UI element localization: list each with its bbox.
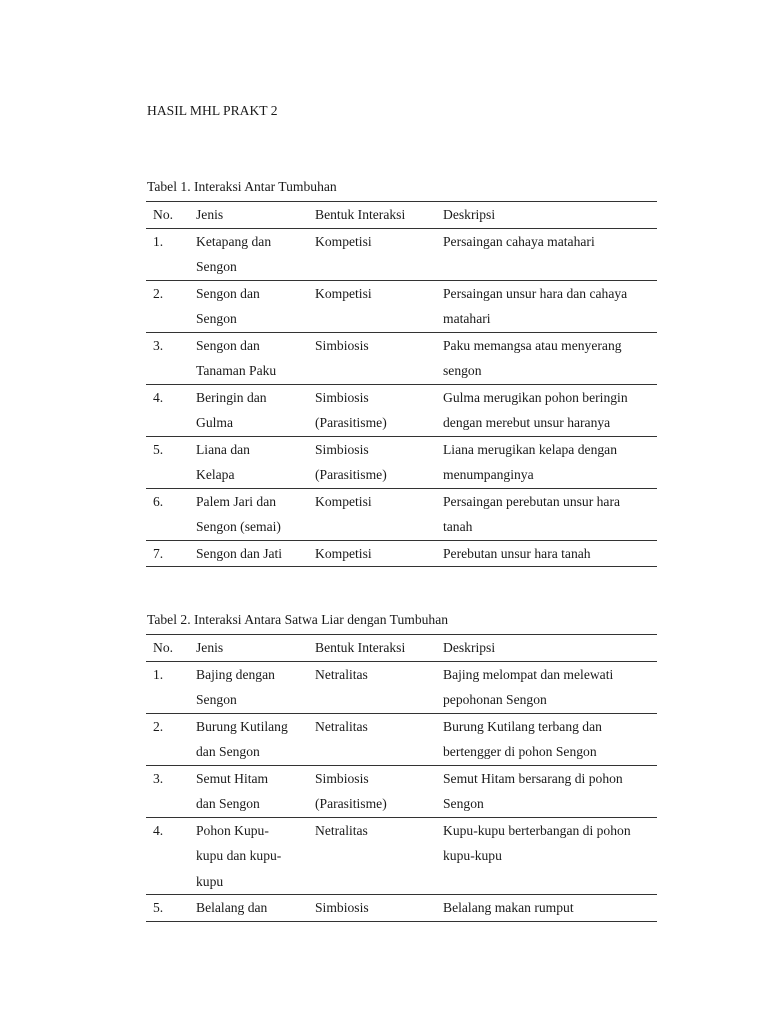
cell-deskripsi: Liana merugikan kelapa dengan menumpanginya <box>443 441 617 482</box>
table-header-row <box>146 202 657 229</box>
cell-bentuk-interaksi: Kompetisi <box>315 493 372 509</box>
table-interaksi-antar-tumbuhan <box>146 201 657 567</box>
table2-caption: Tabel 2. Interaksi Antara Satwa Liar dengan Tumbuhan <box>147 612 449 627</box>
cell-no: 4. <box>153 822 164 838</box>
cell-no: 1. <box>153 233 164 249</box>
cell-bentuk-interaksi: Simbiosis (Parasitisme) <box>315 441 387 482</box>
table-row <box>146 713 657 765</box>
cell-deskripsi: Persaingan cahaya matahari <box>443 233 595 249</box>
cell-deskripsi: Persaingan perebutan unsur hara tanah <box>443 493 621 534</box>
cell-jenis: Ketapang dan Sengon <box>196 233 272 274</box>
table-row <box>146 436 657 488</box>
table-row <box>146 332 657 384</box>
cell-jenis: Belalang dan <box>196 900 268 915</box>
cell-jenis: Pohon Kupu- kupu dan kupu- kupu <box>196 822 282 889</box>
table-row <box>146 384 657 436</box>
cell-jenis: Semut Hitam dan Sengon <box>196 770 269 811</box>
cell-no: 4. <box>153 389 164 405</box>
cell-bentuk-interaksi: Kompetisi <box>315 285 372 301</box>
table-header-row <box>146 635 657 662</box>
cell-bentuk-interaksi: Netralitas <box>315 718 368 734</box>
header-bentuk-interaksi: Bentuk Interaksi <box>315 640 406 655</box>
cell-jenis: Palem Jari dan Sengon (semai) <box>196 493 281 534</box>
cell-no: 2. <box>153 718 164 734</box>
cell-no: 7. <box>153 545 164 561</box>
cell-no: 5. <box>153 900 164 915</box>
cell-deskripsi: Kupu-kupu berterbangan di pohon kupu-kupu <box>443 822 631 863</box>
cell-deskripsi: Bajing melompat dan melewati pepohonan Sengon <box>443 666 614 707</box>
header-deskripsi: Deskripsi <box>443 207 496 222</box>
cell-bentuk-interaksi: Kompetisi <box>315 233 372 249</box>
cell-jenis: Liana dan Kelapa <box>196 441 250 482</box>
table-row <box>146 488 657 540</box>
cell-jenis: Beringin dan Gulma <box>196 389 267 430</box>
cell-deskripsi: Semut Hitam bersarang di pohon Sengon <box>443 770 623 811</box>
table-row <box>146 817 657 895</box>
cell-jenis: Burung Kutilang dan Sengon <box>196 718 288 759</box>
cell-bentuk-interaksi: Simbiosis <box>315 900 369 915</box>
cell-bentuk-interaksi: Netralitas <box>315 822 368 838</box>
cell-bentuk-interaksi: Simbiosis (Parasitisme) <box>315 770 387 811</box>
cell-jenis: Sengon dan Sengon <box>196 285 260 326</box>
cell-jenis: Sengon dan Jati <box>196 545 283 561</box>
cell-deskripsi: Paku memangsa atau menyerang sengon <box>443 337 622 378</box>
cell-no: 6. <box>153 493 164 509</box>
cell-no: 3. <box>153 770 164 786</box>
header-no: No. <box>153 207 174 222</box>
cell-deskripsi: Perebutan unsur hara tanah <box>443 545 591 561</box>
table-row <box>146 280 657 332</box>
header-bentuk-interaksi: Bentuk Interaksi <box>315 207 406 222</box>
cell-bentuk-interaksi: Simbiosis (Parasitisme) <box>315 389 387 430</box>
table1-caption: Tabel 1. Interaksi Antar Tumbuhan <box>147 179 337 194</box>
cell-jenis: Bajing dengan Sengon <box>196 666 275 707</box>
document-title: HASIL MHL PRAKT 2 <box>147 103 278 118</box>
table-row <box>146 540 657 567</box>
cell-deskripsi: Gulma merugikan pohon beringin dengan merebut unsur haranya <box>443 389 628 430</box>
header-no: No. <box>153 640 174 655</box>
header-jenis: Jenis <box>196 640 224 655</box>
cell-no: 5. <box>153 441 164 457</box>
header-jenis: Jenis <box>196 207 224 222</box>
cell-no: 3. <box>153 337 164 353</box>
cell-deskripsi: Persaingan unsur hara dan cahaya matahari <box>443 285 628 326</box>
table-row <box>146 765 657 817</box>
cell-bentuk-interaksi: Simbiosis <box>315 337 369 353</box>
cell-bentuk-interaksi: Kompetisi <box>315 545 372 561</box>
table-interaksi-satwa-tumbuhan <box>146 634 657 922</box>
cell-bentuk-interaksi: Netralitas <box>315 666 368 682</box>
cell-deskripsi: Belalang makan rumput <box>443 900 574 915</box>
table-row <box>146 661 657 713</box>
table-row <box>146 228 657 280</box>
cell-no: 1. <box>153 666 164 682</box>
table-row <box>146 895 657 922</box>
header-deskripsi: Deskripsi <box>443 640 496 655</box>
cell-jenis: Sengon dan Tanaman Paku <box>196 337 277 378</box>
cell-no: 2. <box>153 285 164 301</box>
cell-deskripsi: Burung Kutilang terbang dan bertengger di pohon Sengon <box>443 718 602 759</box>
